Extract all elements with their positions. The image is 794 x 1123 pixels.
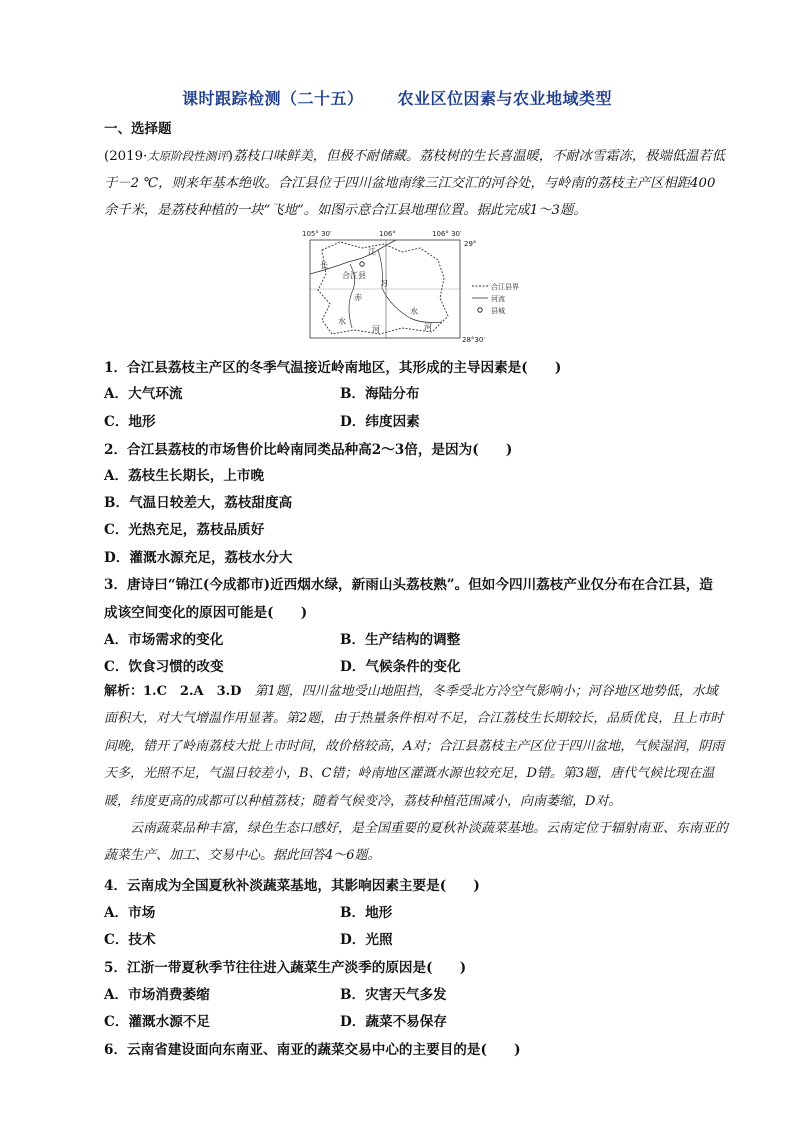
question-3-line-1: 3．唐诗曰“锦江(今成都市)近西烟水绿，新雨山头荔枝熟”。但如今四川荔枝产业仅分布在合江县，造 (104, 577, 713, 593)
question-3-line-2: 成该空间变化的原因可能是( ) (104, 605, 308, 621)
map-lat-label-1: 29° (464, 240, 477, 248)
map-lon-label-3: 106° 30′ (432, 230, 462, 238)
q5-option-d[interactable]: D．蔬菜不易保存 (340, 1014, 447, 1030)
title-part1: 课时跟踪检测（二十五） (181, 89, 364, 108)
legend-town: 县城 (491, 307, 505, 315)
map-lon-label-1: 105° 30′ (302, 230, 332, 238)
intro-text: 荔枝口味鲜美，但极不耐储藏。荔枝树的生长喜温暖，不耐冰雪霜冻，极端低温若低于－2 ℃，则来年基本绝收。合江县位于四川盆地南缘三江交汇的河谷处，与岭南的荔枝主产区相距400余千米，是荔枝种植的一块“飞地”。如图示意合江县地理位置。据此完成1～3题。 (104, 149, 725, 218)
q3-option-b[interactable]: B．生产结构的调整 (340, 632, 461, 648)
q1-option-b[interactable]: B．海陆分布 (340, 386, 420, 402)
section-heading: 一、选择题 (104, 121, 172, 137)
title-part2: 农业区位因素与农业地域类型 (397, 89, 613, 108)
q3-option-c[interactable]: C．饮食习惯的改变 (104, 659, 224, 675)
question-2: 2．合江县荔枝的市场售价比岭南同类品种高2～3倍，是因为( ) (104, 442, 513, 458)
q3-option-a[interactable]: A．市场需求的变化 (104, 632, 224, 648)
map-lon-label-2: 106° (379, 230, 396, 238)
q4-option-a[interactable]: A．市场 (104, 905, 156, 921)
map-lat-label-2: 28°30′ (462, 336, 485, 344)
map-place-shui-1: 水 (338, 317, 346, 326)
q1-option-a[interactable]: A．大气环流 (104, 386, 183, 402)
source-suffix: ) (227, 149, 233, 164)
map-place-he-2: 河 (424, 323, 432, 332)
question-5: 5．江浙一带夏秋季节往往进入蔬菜生产淡季的原因是( ) (104, 960, 467, 976)
q5-option-b[interactable]: B．灾害天气多发 (340, 987, 447, 1003)
answer-explanation-1 (104, 678, 730, 815)
q3-option-d[interactable]: D．气候条件的变化 (340, 659, 461, 675)
intro-paragraph-1 (104, 143, 728, 224)
map-place-chang: 长 (320, 261, 328, 270)
question-6: 6．云南省建设面向东南亚、南亚的蔬菜交易中心的主要目的是( ) (104, 1042, 521, 1058)
q2-option-b[interactable]: B．气温日较差大，荔枝甜度高 (104, 495, 293, 511)
question-1: 1．合江县荔枝主产区的冬季气温接近岭南地区，其形成的主导因素是( ) (104, 360, 562, 376)
answer-label: 解析： (104, 684, 144, 699)
page-title (0, 86, 794, 109)
county-town-marker (360, 262, 364, 266)
source-name: 太原阶段性测评 (147, 149, 228, 163)
q4-option-b[interactable]: B．地形 (340, 905, 393, 921)
map-place-he-1: 河 (372, 325, 380, 334)
q5-option-a[interactable]: A．市场消费萎缩 (104, 987, 210, 1003)
source-prefix: (2019· (104, 149, 148, 164)
intro-paragraph-2: 云南蔬菜品种丰富，绿色生态口感好，是全国重要的夏秋补淡蔬菜基地。云南定位于辐射南亚、东南亚的蔬菜生产、加工、交易中心。据此回答4～6题。 (104, 821, 729, 864)
answer-text: 第1题，四川盆地受山地阻挡，冬季受北方冷空气影响小；河谷地区地势低，水域面积大，对大气增温作用显著。第2题，由于热量条件相对不足，合江荔枝生长期较长，品质优良，且上市时间晚，错开了岭南荔枝大批上市时间，故价格较高，A对；合江县荔枝主产区位于四川盆地，气候湿润，阴雨天多，光照不足，气温日较差小，B、C错；岭南地区灌溉水源也较充足，D错。第3题，唐代气候比现在温暖，纬度更高的成都可以种植荔枝；随着气候变冷，荔枝种植范围减小，向南萎缩，D对。 (104, 684, 725, 809)
legend-boundary: 合江县界 (491, 283, 519, 291)
question-4: 4．云南成为全国夏秋补淡蔬菜基地，其影响因素主要是( ) (104, 878, 480, 894)
legend-river: 河流 (491, 295, 505, 303)
hejiang-location-map (292, 228, 532, 346)
q1-option-d[interactable]: D．纬度因素 (340, 414, 420, 430)
q2-option-a[interactable]: A．荔枝生长期长，上市晚 (104, 468, 265, 484)
q4-option-c[interactable]: C．技术 (104, 932, 156, 948)
map-place-shui-2: 水 (410, 307, 418, 316)
map-place-hejiang: 合江县 (342, 271, 366, 280)
q5-option-c[interactable]: C．灌溉水源不足 (104, 1014, 210, 1030)
map-place-jiang: 江 (368, 247, 376, 256)
answer-keys: 1.C 2.A 3.D (143, 684, 242, 699)
map-place-chi: 赤 (354, 293, 362, 302)
q1-option-c[interactable]: C．地形 (104, 414, 156, 430)
map-place-xi: 习 (380, 279, 388, 288)
q4-option-d[interactable]: D．光照 (340, 932, 393, 948)
q2-option-c[interactable]: C．光热充足，荔枝品质好 (104, 522, 265, 538)
q2-option-d[interactable]: D．灌溉水源充足，荔枝水分大 (104, 550, 293, 566)
